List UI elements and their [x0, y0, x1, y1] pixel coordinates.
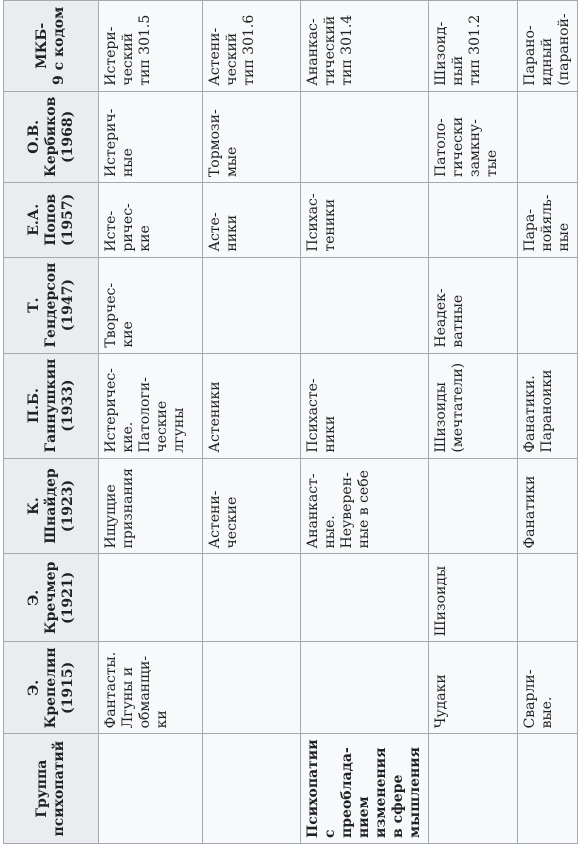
table-cell [429, 353, 518, 458]
group-cell [301, 734, 429, 844]
cell-line: нием [356, 796, 372, 838]
cell-line: нойяль- [539, 194, 555, 252]
column-header [4, 91, 99, 182]
cell-line: в сфере [390, 774, 406, 838]
group-cell [99, 734, 203, 844]
cell-line: ческий [224, 32, 240, 86]
table-body [99, 1, 578, 844]
table-cell [429, 554, 518, 642]
cell-line: (1968) [59, 110, 76, 163]
column-header [4, 183, 99, 258]
cell-line: Чудаки [433, 674, 449, 729]
cell-line: Тормози- [207, 109, 223, 178]
table-cell [518, 554, 578, 642]
cell-line: Сварли- [522, 669, 538, 729]
table-cell [518, 642, 578, 734]
column-header [4, 353, 99, 458]
table-cell [429, 458, 518, 554]
cell-line: мые [224, 146, 240, 178]
cell-line: тип 301.5 [137, 14, 153, 86]
cell-line: замкну- [467, 119, 483, 178]
cell-line: ческий [120, 32, 136, 86]
cell-line: ные. [322, 515, 338, 549]
cell-line: Асте- [207, 212, 223, 252]
table-cell [99, 642, 203, 734]
cell-line: Кречмер [42, 561, 59, 635]
table-row [301, 1, 429, 844]
table-cell [301, 91, 429, 182]
table-row [203, 1, 301, 844]
cell-line: кие. [120, 421, 136, 453]
table-row [429, 1, 518, 844]
cell-line: Т. [25, 297, 42, 313]
cell-line: Истеричес- [103, 368, 119, 453]
table-cell [301, 257, 429, 353]
cell-line: признания [120, 468, 136, 549]
cell-line: тeники [322, 198, 338, 252]
table-cell [429, 91, 518, 182]
table-cell [99, 257, 203, 353]
group-cell [203, 734, 301, 844]
cell-line: Попов [42, 193, 59, 246]
cell-line: лгуны [171, 407, 187, 453]
cell-line: ные [556, 222, 572, 252]
cell-line: Э. [25, 679, 42, 696]
table-cell [203, 458, 301, 554]
table-cell [429, 1, 518, 92]
table-cell [99, 554, 203, 642]
table-row [518, 1, 578, 844]
cell-line: Шизоиды [433, 382, 449, 453]
cell-line: 9 с кодом [51, 6, 67, 85]
table-row [99, 1, 203, 844]
cell-line: Ананкас- [305, 18, 321, 86]
cell-line: О.В. [25, 119, 42, 154]
cell-line: Парано- [522, 25, 538, 86]
cell-line: Психас- [305, 193, 321, 252]
cell-line: К. [25, 497, 42, 515]
column-header [4, 458, 99, 554]
cell-line: ческие [154, 400, 170, 453]
table-cell [518, 91, 578, 182]
table-cell [301, 458, 429, 554]
cell-line: идный [539, 37, 555, 86]
cell-line: Психасте- [305, 378, 321, 453]
table-cell [301, 554, 429, 642]
table-cell [99, 91, 203, 182]
cell-line: Кербиков [42, 96, 59, 178]
table-cell [429, 642, 518, 734]
table-cell [203, 353, 301, 458]
column-header [4, 642, 99, 734]
cell-line: Фанатики. [522, 375, 538, 453]
cell-line: Патоло- [433, 118, 449, 178]
table-cell [518, 1, 578, 92]
table-cell [99, 458, 203, 554]
cell-line: кие [120, 321, 136, 348]
cell-line: Шнайдер [42, 468, 59, 544]
cell-line: (параной- [556, 13, 572, 86]
cell-line: кие [137, 225, 153, 252]
cell-line: вые. [539, 696, 555, 729]
cell-line: Гендерсон [42, 262, 59, 348]
table-cell [203, 554, 301, 642]
table-cell [99, 1, 203, 92]
table-cell [99, 183, 203, 258]
cell-line: тип 301.4 [339, 14, 355, 86]
cell-line: с [322, 829, 338, 838]
cell-line: ричес- [120, 203, 136, 252]
cell-line: Творчес- [103, 282, 119, 348]
cell-line: П.Б. [25, 388, 42, 424]
cell-line: Астени- [207, 27, 223, 86]
cell-line: Ганнушкин [42, 358, 59, 453]
cell-line: Шизоиды [433, 565, 449, 637]
table-cell [203, 1, 301, 92]
cell-line: Э. [25, 589, 42, 606]
cell-line: (1933) [59, 379, 76, 432]
cell-line: тип 301.2 [467, 14, 483, 86]
group-cell [429, 734, 518, 844]
table-cell [518, 458, 578, 554]
psychopathy-classification-table [3, 0, 578, 844]
cell-line: преоблада- [339, 747, 355, 838]
cell-line: гически [450, 116, 466, 178]
cell-line: Группа [34, 759, 50, 818]
cell-line: Истери- [103, 26, 119, 86]
cell-line: (1921) [59, 571, 76, 624]
column-header [4, 734, 99, 844]
cell-line: психопатий [51, 740, 67, 837]
cell-line: Исте- [103, 210, 119, 252]
group-cell [518, 734, 578, 844]
cell-line: Ищущие [103, 484, 119, 549]
cell-line: Лгуны и [120, 666, 136, 729]
table-cell [301, 1, 429, 92]
cell-line: ческие [224, 496, 240, 549]
cell-line: Крепелин [42, 647, 59, 729]
cell-line: ный [450, 55, 466, 86]
cell-line: ки [154, 710, 170, 729]
cell-line: (1957) [59, 193, 76, 246]
table-cell [301, 353, 429, 458]
cell-line: изменения [373, 747, 389, 838]
cell-line: тип 301.6 [241, 14, 257, 86]
table-cell [203, 183, 301, 258]
column-header [4, 554, 99, 642]
cell-line: Неадек- [433, 288, 449, 348]
table-cell [99, 353, 203, 458]
cell-line: тический [322, 15, 338, 86]
cell-line: (мечтатели) [450, 362, 466, 453]
column-header [4, 257, 99, 353]
cell-line: (1915) [59, 661, 76, 714]
cell-line: Шизоид- [433, 21, 449, 86]
cell-line: Пара- [522, 209, 538, 252]
cell-line: Истерич- [103, 108, 119, 178]
cell-line: Астени- [207, 490, 223, 549]
cell-line: тые [484, 149, 500, 178]
table-cell [518, 183, 578, 258]
cell-line: Е.А. [25, 203, 42, 236]
table-cell [203, 642, 301, 734]
cell-line: ники [224, 214, 240, 252]
cell-line: ники [322, 415, 338, 453]
cell-line: ватные [450, 294, 466, 348]
cell-line: обманщи- [137, 655, 153, 729]
table-cell [518, 353, 578, 458]
cell-line: Астеники [207, 381, 223, 453]
table-cell [429, 183, 518, 258]
cell-line: МКБ- [34, 22, 50, 69]
cell-line: Ананкаст- [305, 473, 321, 549]
table-cell [301, 642, 429, 734]
cell-line: Параноики [539, 369, 555, 453]
cell-line: ные [120, 148, 136, 178]
cell-line: Патологи- [137, 377, 153, 453]
cell-line: (1947) [59, 279, 76, 332]
table-cell [203, 91, 301, 182]
cell-line: Неуверен- [339, 472, 355, 549]
cell-line: Фантасты. [103, 651, 119, 729]
table-cell [203, 257, 301, 353]
cell-line: ные в себе [356, 470, 372, 549]
table-cell [429, 257, 518, 353]
table-cell [518, 257, 578, 353]
column-header [4, 1, 99, 92]
cell-line: Фанатики [522, 475, 538, 549]
cell-line: Психопатии [305, 739, 321, 838]
table-cell [301, 183, 429, 258]
header-row [4, 1, 99, 844]
cell-line: мышления [407, 747, 423, 838]
cell-line: (1923) [59, 479, 76, 533]
